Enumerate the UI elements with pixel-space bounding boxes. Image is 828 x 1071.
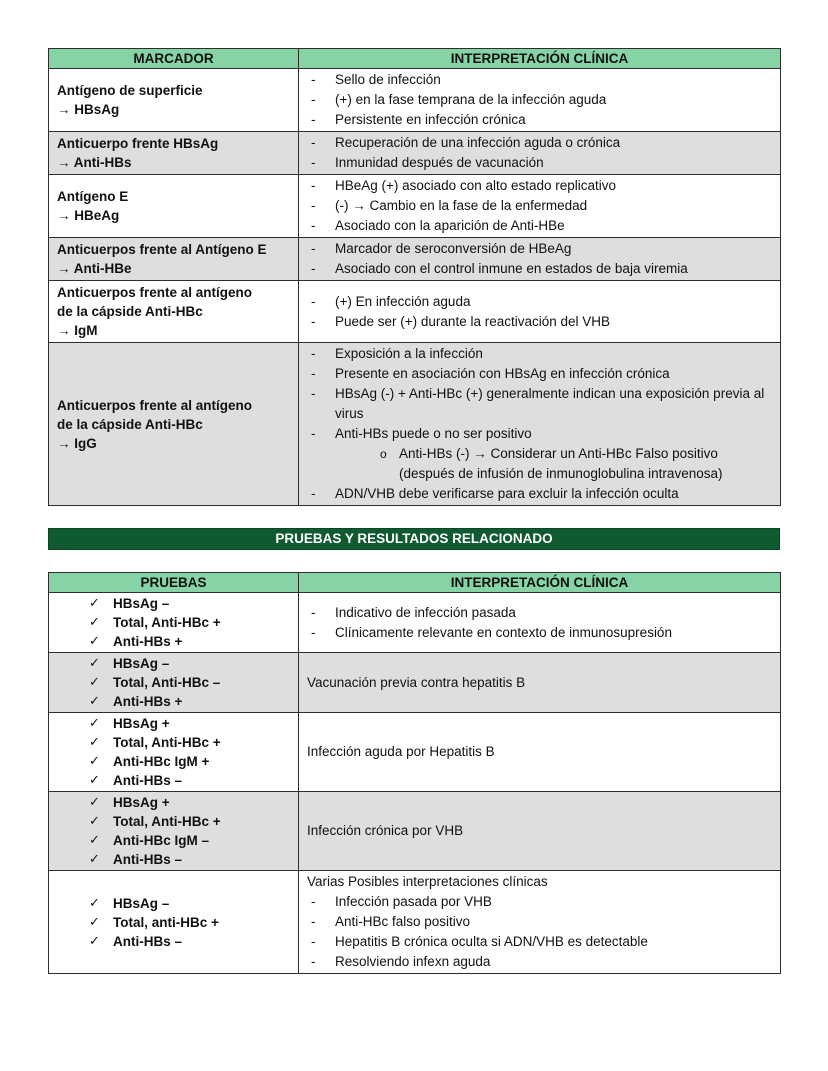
list-item: - Persistente en infección crónica xyxy=(307,110,772,130)
table-row xyxy=(49,69,781,132)
tests-cell xyxy=(49,792,299,871)
tests-cell xyxy=(49,653,299,713)
marker-name: Anticuerpos frente al antígeno xyxy=(57,397,253,413)
interpretation-cell xyxy=(299,281,781,343)
check-item: ✓ HBsAg – xyxy=(87,594,290,613)
check-item: ✓ Anti-HBs – xyxy=(87,932,290,951)
tests-cell xyxy=(49,713,299,792)
check-item: ✓ HBsAg – xyxy=(87,894,290,913)
check-item: ✓ Anti-HBc IgM + xyxy=(87,752,290,771)
interpretation-intro: Varias Posibles interpretaciones clínicas xyxy=(307,874,548,889)
interpretation-cell xyxy=(299,69,781,132)
check-item: ✓ Total, Anti-HBc + xyxy=(87,812,290,831)
list-item: - Puede ser (+) durante la reactivación del VHB xyxy=(307,312,772,332)
list-item: - ADN/VHB debe verificarse para excluir la infección oculta xyxy=(307,484,772,504)
marker-abbr: → IgM xyxy=(57,323,98,338)
table-row xyxy=(49,713,781,792)
list-item: - Inmunidad después de vacunación xyxy=(307,153,772,173)
header-interpretacion: INTERPRETACIÓN CLÍNICA xyxy=(299,49,781,69)
list-item: - Clínicamente relevante en contexto de inmunosupresión xyxy=(307,623,772,643)
tests-table-header xyxy=(49,573,781,593)
marker-table xyxy=(48,48,781,506)
table-row xyxy=(49,792,781,871)
list-item: - Asociado con la aparición de Anti-HBe xyxy=(307,216,772,236)
marker-cell xyxy=(49,238,299,281)
table-row xyxy=(49,238,781,281)
list-item: - Exposición a la infección xyxy=(307,344,772,364)
check-item: ✓ HBsAg – xyxy=(87,654,290,673)
marker-name: Antígeno E xyxy=(57,189,129,204)
table-row xyxy=(49,343,781,506)
marker-abbr: → IgG xyxy=(57,435,97,451)
list-item: - Resolviendo infexn aguda xyxy=(307,952,772,972)
interpretation-cell xyxy=(299,175,781,238)
marker-name: Anticuerpos frente al antígeno xyxy=(57,285,253,300)
interpretation-cell xyxy=(299,238,781,281)
list-item: - Anti-HBc falso positivo xyxy=(307,912,772,932)
list-item xyxy=(307,424,772,484)
list-item: - HBsAg (-) + Anti-HBc (+) generalmente indican una exposición previa al virus xyxy=(307,384,772,424)
marker-name: Antígeno de superficie xyxy=(57,83,203,98)
marker-name-cont: de la cápside Anti-HBc xyxy=(57,304,203,319)
header-interpretacion: INTERPRETACIÓN CLÍNICA xyxy=(299,573,781,593)
check-item: ✓ Total, Anti-HBc + xyxy=(87,613,290,632)
marker-name: Anticuerpo frente HBsAg xyxy=(57,136,219,151)
list-item: - Indicativo de infección pasada xyxy=(307,603,772,623)
check-item: ✓ Total, Anti-HBc – xyxy=(87,673,290,692)
document-page xyxy=(48,48,780,974)
marker-cell xyxy=(49,69,299,132)
marker-name-cont: de la cápside Anti-HBc xyxy=(57,416,203,432)
tests-table xyxy=(48,572,781,974)
list-item: - Infección pasada por VHB xyxy=(307,892,772,912)
marker-cell xyxy=(49,175,299,238)
tests-cell xyxy=(49,593,299,653)
table-row xyxy=(49,593,781,653)
interpretation-cell: Vacunación previa contra hepatitis B xyxy=(299,653,781,713)
check-item: ✓ Anti-HBs – xyxy=(87,850,290,869)
list-item: - HBeAg (+) asociado con alto estado replicativo xyxy=(307,176,772,196)
list-item: - Hepatitis B crónica oculta si ADN/VHB es detectable xyxy=(307,932,772,952)
table-row xyxy=(49,281,781,343)
table-row xyxy=(49,653,781,713)
list-item-text: Anti-HBs puede o no ser positivo xyxy=(335,426,532,441)
check-item: ✓ Total, Anti-HBc + xyxy=(87,733,290,752)
list-item: - Sello de infección xyxy=(307,70,772,90)
interpretation-cell xyxy=(299,343,781,506)
list-item: - (+) En infección aguda xyxy=(307,292,772,312)
table-row xyxy=(49,132,781,175)
list-item: - (+) en la fase temprana de la infección aguda xyxy=(307,90,772,110)
marker-abbr: → Anti-HBe xyxy=(57,261,132,276)
interpretation-cell: Infección crónica por VHB xyxy=(299,792,781,871)
marker-cell xyxy=(49,343,299,506)
header-pruebas: PRUEBAS xyxy=(49,573,299,593)
marker-abbr: → HBeAg xyxy=(57,208,120,223)
check-item: ✓ Total, anti-HBc + xyxy=(87,913,290,932)
table-row xyxy=(49,175,781,238)
check-item: ✓ HBsAg + xyxy=(87,714,290,733)
list-item: - Asociado con el control inmune en estados de baja viremia xyxy=(307,259,772,279)
marker-name: Anticuerpos frente al Antígeno E xyxy=(57,242,267,257)
marker-cell xyxy=(49,132,299,175)
check-item: ✓ HBsAg + xyxy=(87,793,290,812)
check-item: ✓ Anti-HBs – xyxy=(87,771,290,790)
header-marcador: MARCADOR xyxy=(49,49,299,69)
interpretation-cell xyxy=(299,593,781,653)
check-item: ✓ Anti-HBc IgM – xyxy=(87,831,290,850)
table-row xyxy=(49,871,781,974)
check-item: ✓ Anti-HBs + xyxy=(87,632,290,651)
check-item: ✓ Anti-HBs + xyxy=(87,692,290,711)
tests-cell xyxy=(49,871,299,974)
section-banner: PRUEBAS Y RESULTADOS RELACIONADO xyxy=(48,528,780,550)
interpretation-cell xyxy=(299,871,781,974)
list-item: - Recuperación de una infección aguda o crónica xyxy=(307,133,772,153)
list-item: - (-) → Cambio en la fase de la enfermedad xyxy=(307,196,772,216)
interpretation-cell: Infección aguda por Hepatitis B xyxy=(299,713,781,792)
sub-list-item: o Anti-HBs (-) → Considerar un Anti-HBc Falso positivo (después de infusión de inmunoglobulina intravenosa) xyxy=(373,444,772,484)
interpretation-cell xyxy=(299,132,781,175)
marker-abbr: → Anti-HBs xyxy=(57,155,132,170)
marker-cell xyxy=(49,281,299,343)
marker-abbr: → HBsAg xyxy=(57,102,120,117)
list-item: - Marcador de seroconversión de HBeAg xyxy=(307,239,772,259)
list-item: - Presente en asociación con HBsAg en infección crónica xyxy=(307,364,772,384)
marker-table-header xyxy=(49,49,781,69)
